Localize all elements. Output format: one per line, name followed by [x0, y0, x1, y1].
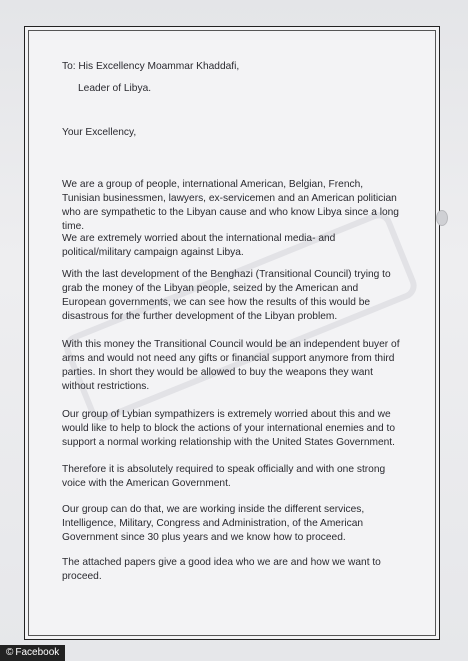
address-line-1: To: His Excellency Moammar Khaddafi,	[62, 61, 240, 72]
paragraph-4: With this money the Transitional Council would be an independent buyer of arms and would not need any gifts or financial support anymore from third parties. In short they would be allowed to buy the weapons they want without restrictions.	[62, 339, 400, 392]
paragraph-6: Therefore it is absolutely required to speak officially and with one strong voice with the American Government.	[62, 464, 386, 489]
page-inner-border	[28, 30, 436, 636]
photo-credit: © Facebook	[0, 645, 65, 661]
paragraph-3: With the last development of the Benghazi (Transitional Council) trying to grab the money of the Libyan people, seized by the American and European governments, we can see how the results of this would be disastrous for the further development of the Libyan problem.	[62, 269, 391, 322]
paragraph-7: Our group can do that, we are working inside the different services, Intelligence, Military, Congress and Administration, of the American Government since 30 plus years and we know how to proceed.	[62, 504, 365, 543]
paragraph-1: We are a group of people, international American, Belgian, French, Tunisian businessmen, lawyers, ex-servicemen and an American politician who are sympathetic to the Libyan cause and who know Libya since a long time.	[62, 179, 399, 232]
paragraph-5: Our group of Lybian sympathizers is extremely worried about this and we would like to help to block the actions of your international enemies and to support a normal working relationship with the United States Government.	[62, 409, 395, 448]
paragraph-2: We are extremely worried about the international media- and political/military campaign against Libya.	[62, 233, 336, 258]
salutation: Your Excellency,	[62, 127, 137, 138]
paragraph-8: The attached papers give a good idea who we are and how we want to proceed.	[62, 557, 381, 582]
address-line-2: Leader of Libya.	[78, 83, 152, 94]
punch-hole	[436, 210, 448, 226]
